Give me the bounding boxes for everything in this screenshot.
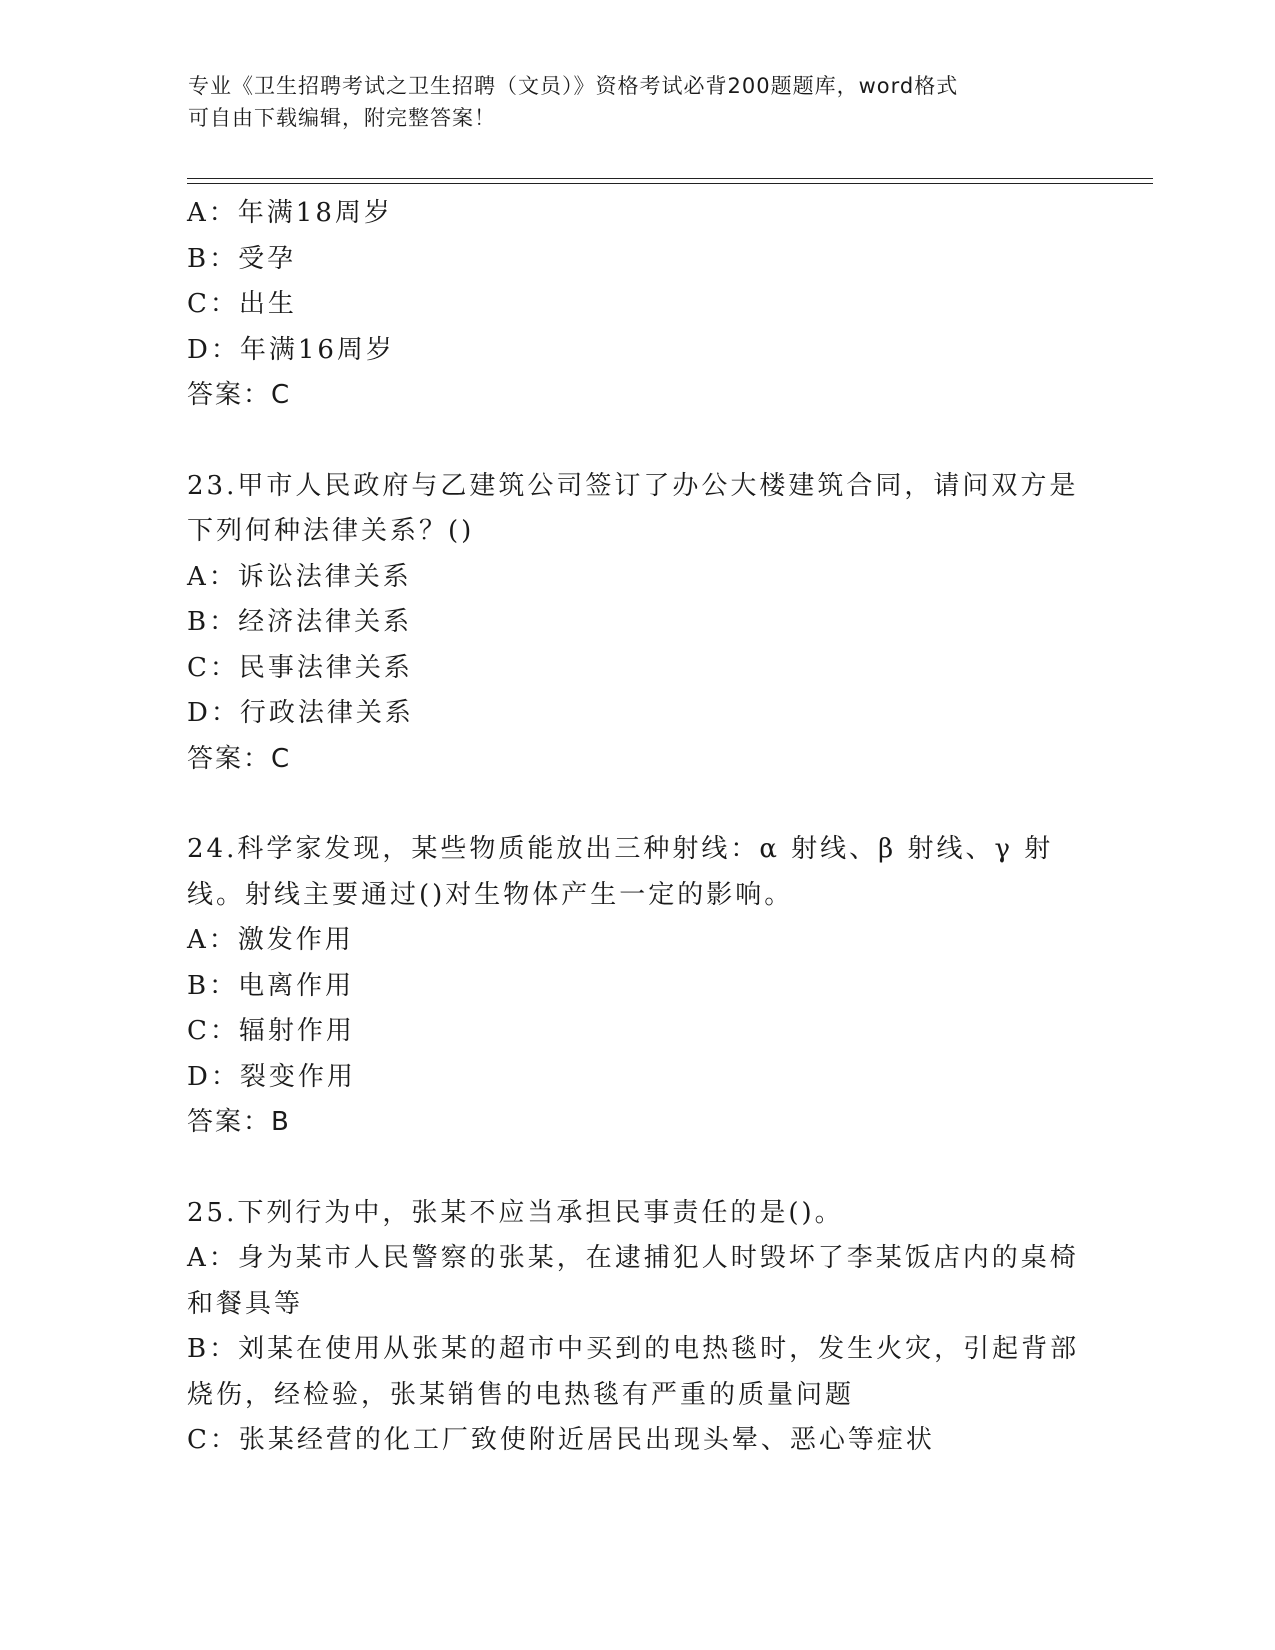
question-22 <box>187 191 1087 419</box>
question-stem-line: 线。射线主要通过()对生物体产生一定的影响。 <box>187 879 794 910</box>
answer-line: 答案：B <box>187 1107 291 1137</box>
header-divider-top <box>187 178 1153 179</box>
option-b: B：刘某在使用从张某的超市中买到的电热毯时，发生火灾，引起背部 <box>187 1334 1080 1364</box>
option-a: A：身为某市人民警察的张某，在逮捕犯人时毁坏了李某饭店内的桌椅 <box>187 1243 1079 1273</box>
option-d: D：年满16周岁 <box>187 334 395 365</box>
option-a: A：年满18周岁 <box>187 198 393 228</box>
answer-line: 答案：C <box>187 743 292 774</box>
question-stem-line: 23.甲市人民政府与乙建筑公司签订了办公大楼建筑合同，请问双方是 <box>187 470 1079 501</box>
option-c: C：张某经营的化工厂致使附近居民出现头晕、恶心等症状 <box>187 1425 935 1455</box>
option-b-continuation: 烧伤，经检验，张某销售的电热毯有严重的质量问题 <box>187 1379 855 1410</box>
question-stem-line: 25.下列行为中，张某不应当承担民事责任的是()。 <box>187 1197 844 1228</box>
option-a-continuation: 和餐具等 <box>187 1288 304 1319</box>
option-a: A：诉讼法律关系 <box>187 561 412 592</box>
option-b: B：经济法律关系 <box>187 607 413 637</box>
document-body <box>187 191 1087 1464</box>
question-25 <box>187 1191 1087 1464</box>
option-c: C：出生 <box>187 289 297 319</box>
header-divider-bottom <box>187 183 1153 184</box>
header-line-1: 专业《卫生招聘考试之卫生招聘（文员）》资格考试必背200题题库，word格式 <box>188 74 959 98</box>
header-line-2: 可自由下载编辑，附完整答案！ <box>188 106 496 130</box>
question-24 <box>187 827 1087 1146</box>
option-c: C：辐射作用 <box>187 1016 355 1046</box>
answer-line: 答案：C <box>187 380 292 410</box>
option-b: B：电离作用 <box>187 970 355 1001</box>
document-header <box>188 70 1088 134</box>
option-a: A：激发作用 <box>187 925 354 955</box>
question-23 <box>187 464 1087 783</box>
option-d: D：行政法律关系 <box>187 698 414 728</box>
option-b: B：受孕 <box>187 243 297 274</box>
option-d: D：裂变作用 <box>187 1061 356 1092</box>
question-stem-line: 24.科学家发现，某些物质能放出三种射线：α 射线、β 射线、γ 射 <box>187 834 1054 864</box>
option-c: C：民事法律关系 <box>187 652 413 683</box>
question-stem-line: 下列何种法律关系？() <box>187 516 475 546</box>
